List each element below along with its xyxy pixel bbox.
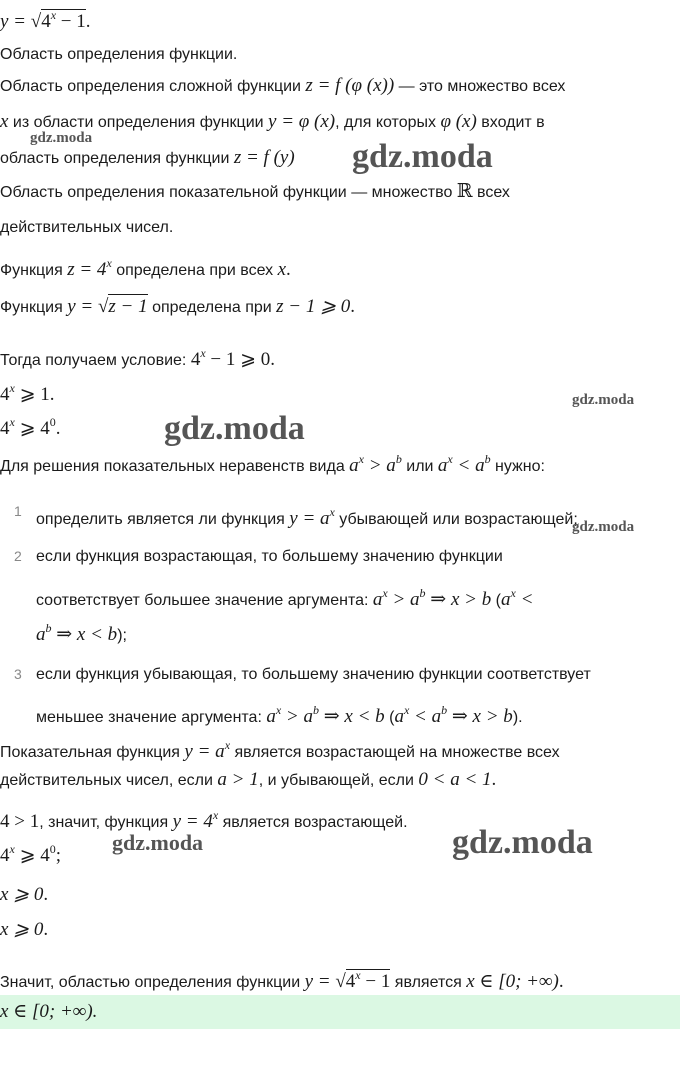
answer-box (0, 995, 680, 1029)
math: ⇒ x > b (447, 706, 513, 727)
math: x ⩾ 0 (0, 884, 44, 905)
text: Тогда получаем условие: (0, 352, 191, 369)
watermark: gdz.moda (452, 824, 593, 861)
exponent: x (9, 415, 15, 429)
text: нужно: (490, 458, 545, 475)
exponent: x (355, 968, 361, 982)
math: ⩾ 1 (14, 384, 50, 405)
math: y = 4 (172, 811, 213, 832)
text: Область определения показательной функции — множество (0, 184, 457, 201)
math: ⇒ x < b (319, 706, 385, 727)
text: ( (491, 592, 502, 609)
exponent: 0 (49, 842, 56, 856)
math: 4 (41, 11, 51, 32)
watermark: gdz.moda (352, 138, 493, 175)
exponent: 0 (49, 415, 56, 429)
math: 4 (345, 971, 356, 992)
math: φ (x) (440, 111, 477, 132)
punct: . (270, 349, 276, 370)
radicand: z − 1 (108, 296, 148, 317)
math: 4 (0, 845, 10, 866)
text-line (0, 734, 560, 764)
answer-text: x ∈ [0; +∞). (0, 1001, 98, 1022)
exponent: x (9, 842, 15, 856)
punct: . (491, 769, 497, 790)
math: − 1 ⩾ 0 (205, 349, 271, 370)
text: ( (384, 709, 395, 726)
exponent: x (510, 586, 516, 600)
radicand (41, 9, 86, 32)
exponent: x (358, 452, 364, 466)
text: является возрастающей на множестве всех (230, 744, 560, 761)
math: 4 (190, 349, 201, 370)
exponent: x (212, 808, 219, 822)
list-number: 2 (14, 548, 22, 564)
formula-line (0, 838, 61, 868)
text: Область определения сложной функции (0, 78, 306, 95)
math: ℝ (456, 181, 473, 202)
math: a (394, 706, 404, 727)
text: ). (512, 709, 523, 726)
exponent: x (382, 586, 388, 600)
math: a > 1 (217, 769, 259, 790)
math: a (501, 589, 511, 610)
text-line (0, 448, 545, 478)
formula-line (0, 919, 48, 942)
text-line (0, 181, 510, 204)
math: z − 1 ⩾ 0 (276, 296, 351, 317)
text: Для решения показательных неравенств вида (0, 458, 350, 475)
math: x (277, 259, 287, 280)
math: y = a (289, 508, 330, 529)
formula-line (0, 411, 61, 441)
math: a (437, 455, 448, 476)
text: является возрастающей. (218, 814, 408, 831)
exponent: x (200, 346, 206, 360)
text: , значит, функция (39, 814, 173, 831)
exponent: b (45, 621, 52, 635)
math: y = √ (304, 971, 346, 992)
text: соответствует большее значение аргумента: (36, 592, 373, 609)
math: < a (409, 706, 442, 727)
text: — это множество всех (394, 78, 566, 95)
math: 0 < a < 1 (418, 769, 492, 790)
text: Функция (0, 262, 68, 279)
formula-line (0, 884, 48, 907)
punct: . (85, 11, 91, 32)
math: z = f (φ (x)) (305, 75, 395, 96)
text: убывающей или возрастающей; (334, 511, 578, 528)
math: − 1 (56, 11, 86, 32)
exponent: b (441, 703, 448, 717)
text: Показательная функция (0, 744, 185, 761)
math: y = φ (x) (268, 111, 336, 132)
text: из области определения функции (8, 114, 269, 131)
text: определить является ли функция (36, 511, 290, 528)
text: является (390, 974, 467, 991)
formula-line-1 (0, 4, 90, 34)
text-line (0, 342, 275, 372)
text: Значит, областью определения функции (0, 974, 305, 991)
math: > a (363, 455, 396, 476)
text: меньшее значение аргумента: (36, 709, 267, 726)
punct: . (350, 296, 356, 317)
exponent: b (484, 452, 491, 466)
math: a (266, 706, 276, 727)
text: ); (117, 627, 127, 644)
math: y = a (184, 741, 225, 762)
list-text (36, 582, 533, 612)
list-text (36, 699, 523, 729)
math: ⩾ 4 (14, 845, 50, 866)
math: z = f (y) (233, 147, 295, 168)
text: , и убывающей, если (258, 772, 419, 789)
text: Функция (0, 299, 68, 316)
watermark: gdz.moda (112, 830, 204, 855)
exponent: x (224, 738, 231, 752)
math: 4 (0, 418, 10, 439)
list-text: если функция возрастающая, то большему значению функции (36, 548, 503, 565)
exponent: x (329, 505, 335, 519)
math: a (372, 589, 383, 610)
punct: . (558, 971, 564, 992)
math: x (0, 111, 9, 132)
math: > a (387, 589, 420, 610)
text-line (0, 804, 408, 834)
math: x ∈ [0; +∞) (466, 971, 559, 992)
watermark: gdz.moda (572, 519, 635, 535)
math: − 1 (360, 971, 391, 992)
math: a (36, 624, 46, 645)
text: , для которых (335, 114, 441, 131)
list-number: 3 (14, 666, 22, 682)
math: 4 (0, 384, 10, 405)
exponent: x (106, 256, 112, 270)
math: < a (452, 455, 485, 476)
exponent: b (313, 703, 319, 717)
list-number: 1 (14, 503, 22, 519)
math: 4 > 1 (0, 811, 40, 832)
text-line: действительных чисел. (0, 219, 174, 236)
text: или (401, 458, 438, 475)
exponent: b (419, 586, 426, 600)
punct: . (43, 884, 49, 905)
text-line: Область определения функции. (0, 46, 238, 63)
text-line (0, 252, 291, 282)
math: ⩾ 4 (14, 418, 50, 439)
math: > a (281, 706, 313, 727)
radicand (346, 969, 391, 992)
exponent: x (275, 703, 282, 717)
punct: . (43, 919, 49, 940)
punct: ; (55, 845, 62, 866)
text: действительных чисел, если (0, 772, 218, 789)
math: ⇒ x < b (51, 624, 118, 645)
text: всех (472, 184, 510, 201)
text-line (0, 147, 295, 170)
text-line (0, 964, 564, 994)
math: ⇒ x > b (425, 589, 492, 610)
math: y = √ (0, 11, 42, 32)
math: y = √ (67, 296, 109, 317)
math: < (515, 589, 534, 610)
list-text (36, 501, 578, 531)
exponent: b (395, 452, 402, 466)
math: z = 4 (67, 259, 107, 280)
watermark: gdz.moda (572, 392, 635, 408)
punct: . (286, 259, 291, 280)
watermark: gdz.moda (30, 130, 93, 146)
punct: . (55, 418, 61, 439)
text: область определения функции (0, 150, 234, 167)
formula-line (0, 377, 55, 407)
exponent: x (403, 703, 410, 717)
exponent: x (9, 381, 15, 395)
list-text (36, 617, 127, 647)
text-line (0, 75, 565, 98)
text: входит в (476, 114, 545, 131)
exponent: x (447, 452, 453, 466)
math: x ⩾ 0 (0, 919, 44, 940)
text: определена при всех (111, 262, 278, 279)
math: a (349, 455, 359, 476)
punct: . (49, 384, 55, 405)
text: определена при (147, 299, 277, 316)
text-line (0, 769, 496, 792)
watermark: gdz.moda (164, 410, 305, 447)
exponent: x (50, 8, 57, 22)
list-text: если функция убывающая, то большему значению функции соответствует (36, 666, 591, 683)
text-line (0, 296, 355, 319)
